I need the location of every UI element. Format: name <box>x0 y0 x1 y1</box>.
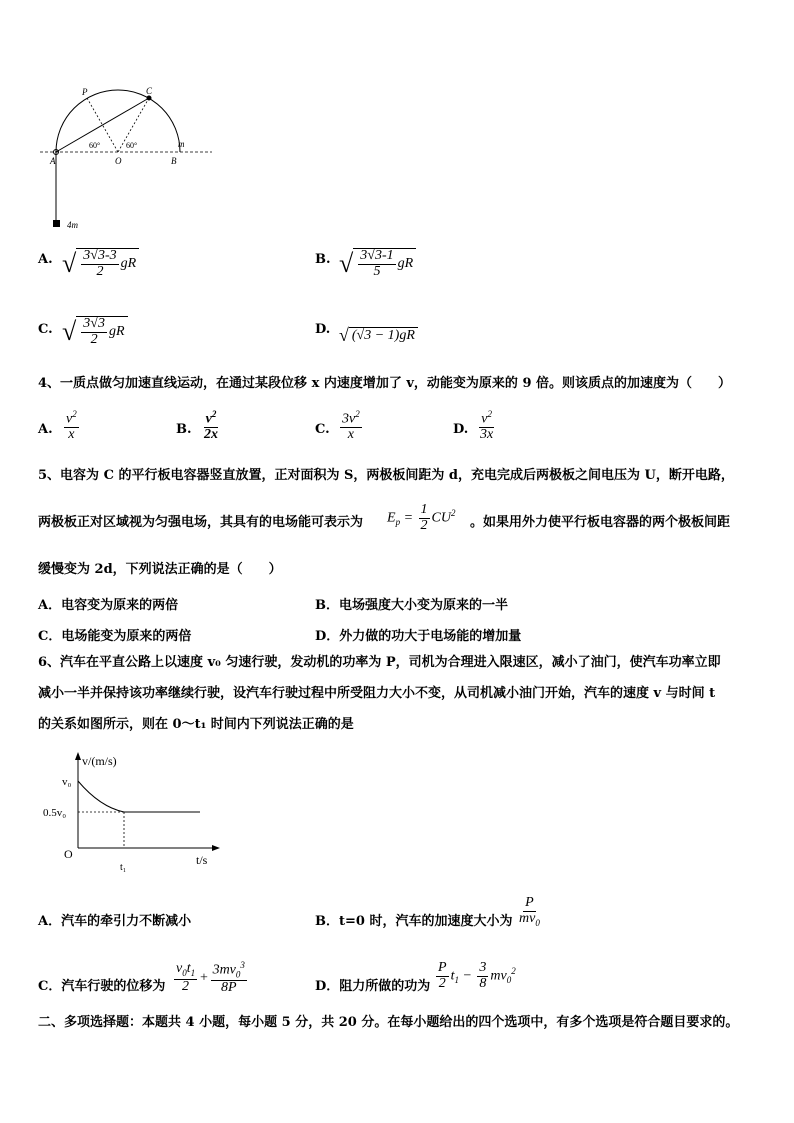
q3-c-label: C. <box>38 322 53 337</box>
label-P: P <box>82 87 88 97</box>
q4-option-d[interactable] <box>453 422 468 437</box>
label-mass: 4m <box>67 220 78 230</box>
q4-b-formula: $\frac{v^2}{2x}$ <box>204 409 218 443</box>
q3-option-d[interactable] <box>315 322 330 337</box>
q3-option-c[interactable] <box>38 322 53 337</box>
q4-option-c[interactable] <box>315 422 330 437</box>
q6-line2: 减小一半并保持该功率继续行驶，设汽车行驶过程中所受阻力大小不变，从司机减小油门开始，汽车的速度 v 与时间 t <box>38 686 716 701</box>
q6-b-formula: $\frac{P}{mv_0}$ <box>519 895 540 928</box>
graph-xlabel: t/s <box>196 853 208 867</box>
q3-d-formula: √ (√3 − 1)gR <box>339 326 418 344</box>
label-angle2: 60° <box>126 141 138 150</box>
label-angle1: 60° <box>89 141 101 150</box>
q3-b-formula: √ $\frac{3√3-1}{5}$ gR <box>339 248 416 279</box>
q4-c-label: C. <box>315 422 330 437</box>
q4-b-label: B. <box>176 422 192 437</box>
semicircle-figure <box>40 80 230 240</box>
q5-line3: 缓慢变为 2d，下列说法正确的是（ ） <box>38 562 282 577</box>
q6-c-formula: $\frac{v_0t_1}{2}$ + $\frac{3mv_0^3}{8P}$ <box>176 960 245 995</box>
q6-option-d[interactable] <box>315 975 430 994</box>
vt-graph <box>40 752 230 882</box>
q4-a-label: A. <box>38 422 53 437</box>
q6-b-text: t=0 时，汽车的加速度大小为 <box>339 914 513 929</box>
q3-a-formula: √ $\frac{3√3-3}{2}$ gR <box>62 248 139 279</box>
q3-c-formula: √ $\frac{3√3}{2}$ gR <box>62 316 128 347</box>
section-2-heading: 二、多项选择题：本题共 4 小题，每小题 5 分，共 20 分。在每小题给出的四个选项中，有多个选项是符合题目要求的。 <box>38 1015 739 1030</box>
graph-origin: O <box>64 847 73 861</box>
q6-option-c[interactable] <box>38 975 165 994</box>
label-B: B <box>171 156 177 166</box>
label-O: O <box>115 156 122 166</box>
q4-c-formula: $\frac{3v^2}{x}$ <box>342 409 360 443</box>
label-m: m <box>178 139 185 149</box>
q5-line2b: 。如果用外力使平行板电容器的两个极板间距 <box>470 515 731 530</box>
q6-d-formula: $\frac{P}{2}$ $t_1$ − $\frac{3}{8}$ $mv_0^2$ <box>438 960 516 991</box>
graph-ylabel: v/(m/s) <box>82 754 117 768</box>
q5-option-a[interactable]: A．电容变为原来的两倍 <box>38 598 179 613</box>
q5-option-d[interactable]: D．外力做的功大于电场能的增加量 <box>315 629 522 644</box>
q6-b-prefix: B． <box>315 914 339 929</box>
q3-option-b[interactable] <box>315 252 331 267</box>
q6-line1: 6、汽车在平直公路上以速度 v₀ 匀速行驶，发动机的功率为 P，司机为合理进入限速区，减小了油门，使汽车功率立即 <box>38 655 721 670</box>
q4-option-a[interactable] <box>38 422 53 437</box>
q5-option-b[interactable]: B．电场强度大小变为原来的一半 <box>315 598 508 613</box>
q3-option-a[interactable] <box>38 252 53 267</box>
q6-option-a[interactable]: A．汽车的牵引力不断减小 <box>38 914 192 929</box>
q6-c-text: C．汽车行驶的位移为 <box>38 979 166 994</box>
q5-line1: 5、电容为 C 的平行板电容器竖直放置，正对面积为 S，两极板间距为 d，充电完成后两极板之间电压为 U，断开电路， <box>38 468 734 483</box>
label-A: A <box>50 156 56 166</box>
q5-option-c[interactable]: C．电场能变为原来的两倍 <box>38 629 192 644</box>
q4-d-formula: $\frac{v^2}{3x}$ <box>480 409 494 443</box>
q3-d-label: D. <box>315 322 331 337</box>
label-C: C <box>146 86 153 96</box>
q6-line3: 的关系如图所示，则在 0～t₁ 时间内下列说法正确的是 <box>38 717 354 732</box>
q4-a-formula: $\frac{v^2}{x}$ <box>66 409 77 443</box>
graph-t1: t₁ <box>120 862 127 873</box>
q3-b-label: B. <box>315 252 331 267</box>
q6-option-b[interactable] <box>315 910 512 929</box>
q5-energy-formula: $E_p$ = $\frac{1}{2}$ $CU^2$ <box>387 502 456 533</box>
q6-d-text: D．阻力所做的功为 <box>315 979 431 994</box>
graph-half-v0: 0.5v₀ <box>43 807 67 819</box>
q5-line2a: 两极板正对区域视为匀强电场，其具有的电场能可表示为 <box>38 515 364 530</box>
q4-option-b[interactable] <box>176 422 192 437</box>
q4-text: 4、一质点做匀加速直线运动，在通过某段位移 x 内速度增加了 v，动能变为原来的 9 倍。则该质点的加速度为（ ） <box>38 376 732 391</box>
graph-v0: v₀ <box>62 776 72 788</box>
q4-d-label: D. <box>453 422 469 437</box>
q3-a-label: A. <box>38 252 53 267</box>
